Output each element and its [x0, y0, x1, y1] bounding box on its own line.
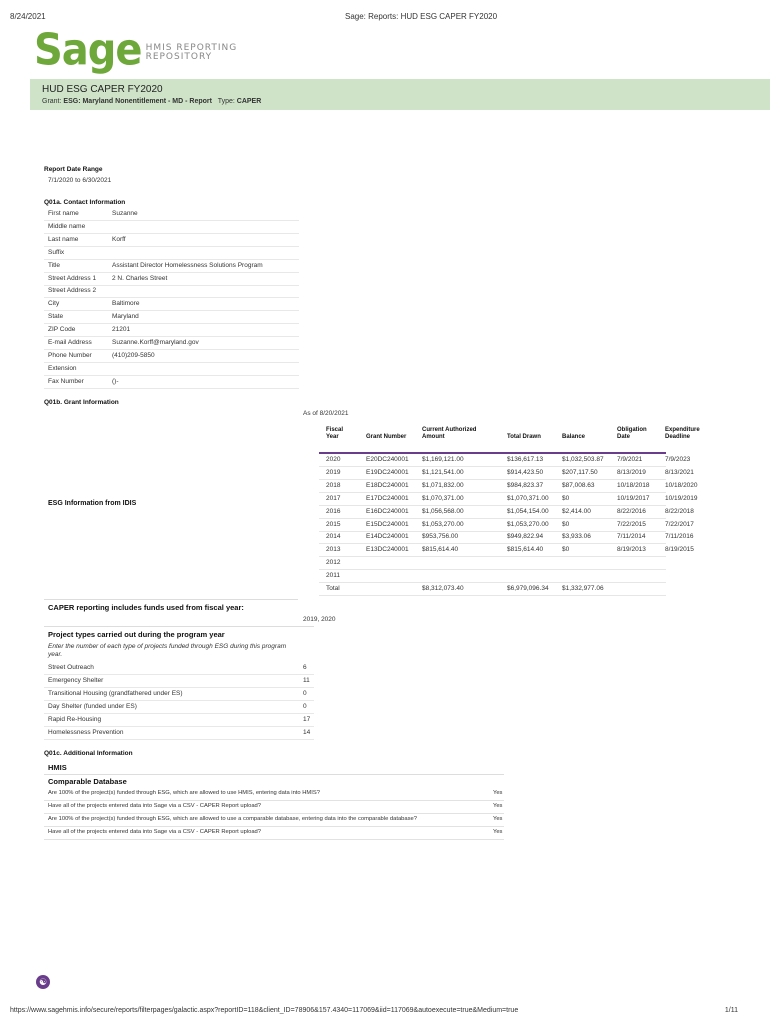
cell-fiscal-year: 2012 [326, 559, 341, 567]
project-types-title: Project types carried out during the program year [48, 630, 225, 639]
cell-fiscal-year: 2017 [326, 494, 341, 502]
header-obligation-line1: Obligation [617, 427, 647, 433]
project-type-row [44, 713, 314, 727]
cell-expenditure-deadline: 8/13/2021 [665, 468, 694, 476]
contact-field-label: E-mail Address [48, 339, 92, 346]
cell-expenditure-deadline: 7/22/2017 [665, 520, 694, 528]
contact-row [44, 259, 299, 273]
header-fiscal-year-line1: Fiscal [326, 427, 344, 433]
table-row [319, 453, 691, 467]
logo-line-2: REPOSITORY [145, 52, 213, 62]
cell-fiscal-year: 2018 [326, 481, 341, 489]
contact-field-value: Assistant Director Homelessness Solutions Program [112, 261, 263, 269]
project-type-count: 6 [303, 664, 307, 671]
project-type-row [44, 674, 314, 688]
cell-total-drawn: $815,614.40 [507, 546, 544, 554]
cell-expenditure-deadline: 10/18/2020 [665, 481, 698, 489]
contact-field-value: Maryland [112, 313, 139, 321]
cell-balance: $2,414.00 [562, 507, 591, 515]
project-type-count: 0 [303, 702, 307, 710]
project-type-label: Day Shelter (funded under ES) [48, 702, 137, 710]
question-row [44, 800, 504, 814]
logo-word: Sage [34, 24, 142, 76]
contact-field-value: Baltimore [112, 300, 140, 308]
cell-authorized-amount: $1,053,270.00 [422, 520, 464, 528]
header-expenditure-line2: Deadline [665, 434, 691, 440]
table-row [319, 466, 694, 480]
cell-fiscal-year: 2011 [326, 572, 340, 580]
divider [44, 774, 504, 775]
contact-section-title: Q01a. Contact Information [44, 199, 126, 206]
question-row [44, 826, 504, 840]
cell-total-drawn: $914,423.50 [507, 468, 544, 476]
cell-balance: $87,008.63 [562, 481, 595, 489]
date-range-label: Report Date Range [44, 166, 103, 173]
project-type-label: Transitional Housing (grandfathered under ES) [48, 689, 183, 697]
cell-balance: $0 [562, 494, 570, 502]
question-row [44, 813, 504, 827]
cell-balance: $207,117.50 [562, 468, 598, 476]
table-row [319, 518, 694, 532]
cell-fiscal-year: 2020 [326, 456, 341, 463]
contact-row [44, 375, 299, 389]
cell-obligation-date: 10/19/2017 [617, 494, 650, 502]
contact-row [44, 336, 299, 350]
header-current-authorized-line1: Current Authorized [422, 427, 477, 433]
cell-fiscal-year: 2013 [326, 546, 341, 554]
question-row [44, 787, 504, 801]
page-number: 1/11 [724, 1007, 738, 1014]
contact-field-label: Middle name [48, 222, 86, 230]
contact-row [44, 220, 299, 234]
contact-row [44, 349, 299, 363]
contact-field-label: Title [48, 261, 61, 269]
caper-funds-value: 2019, 2020 [303, 616, 336, 623]
contact-row [44, 272, 299, 286]
contact-field-value: Korff [112, 235, 126, 243]
contact-field-value: Suzanne [112, 210, 138, 217]
project-type-label: Street Outreach [48, 664, 94, 671]
cell-obligation-date: 8/22/2016 [617, 507, 646, 515]
cell-total-drawn: $136,617.13 [507, 456, 544, 463]
contact-row [44, 323, 299, 337]
table-row [319, 479, 698, 493]
project-type-count: 14 [303, 728, 311, 736]
type-label: Type: [217, 98, 235, 105]
contact-row [44, 207, 299, 221]
contact-field-label: Extension [48, 364, 77, 372]
divider [44, 626, 314, 627]
cell-authorized-amount: $1,070,371.00 [422, 494, 464, 502]
cell-grant-number: E17DC240001 [366, 494, 409, 502]
header-current-authorized [422, 427, 476, 441]
logo-subtitle [146, 44, 238, 62]
cell-balance: $1,032,503.87 [562, 456, 604, 463]
contact-field-label: State [48, 313, 64, 321]
cell-total-drawn: $1,054,154.00 [507, 507, 549, 515]
table-row [319, 569, 666, 583]
header-total-drawn: Total Drawn [507, 434, 541, 440]
project-type-count: 0 [303, 689, 307, 697]
cell-grant-number: E13DC240001 [366, 546, 409, 554]
project-type-row [44, 687, 314, 701]
sage-logo[interactable] [34, 24, 238, 76]
cell-authorized-amount: $815,614.40 [422, 546, 459, 554]
contact-row [44, 233, 299, 247]
table-row [319, 556, 666, 570]
print-title: Sage: Reports: HUD ESG CAPER FY2020 [345, 12, 498, 21]
cell-balance: $0 [562, 520, 570, 528]
cell-authorized-amount: $8,312,073.40 [422, 585, 464, 592]
project-type-label: Emergency Shelter [48, 676, 104, 684]
cell-grant-number: E14DC240001 [366, 533, 409, 541]
date-range-value: 7/1/2020 to 6/30/2021 [48, 177, 112, 184]
cell-total-drawn: $1,070,371.00 [507, 494, 549, 502]
contact-field-value: ()- [112, 377, 119, 385]
type-value: CAPER [236, 98, 262, 105]
project-type-row [44, 726, 314, 740]
contact-field-label: Fax Number [48, 377, 84, 385]
question-text: Are 100% of the project(s) funded through ESG, which are allowed to use HMIS, entering data into HMIS? [48, 790, 320, 796]
cell-obligation-date: 7/11/2014 [617, 533, 646, 541]
additional-section-title: Q01c. Additional Information [44, 750, 133, 757]
cell-expenditure-deadline: 8/22/2018 [665, 507, 694, 515]
contact-field-label: Suffix [48, 248, 65, 256]
project-type-row [44, 661, 314, 675]
cell-fiscal-year: 2015 [326, 520, 341, 528]
cell-authorized-amount: $953,756.00 [422, 533, 459, 541]
contact-field-label: ZIP Code [48, 326, 76, 334]
project-type-label: Rapid Re-Housing [48, 715, 102, 723]
caper-funds-label: CAPER reporting includes funds used from fiscal year: [48, 603, 244, 612]
contact-field-value: Suzanne.Korff@maryland.gov [112, 339, 199, 346]
logo-line-1: HMIS REPORTING [145, 43, 238, 53]
contact-field-value: (410)209-5850 [112, 351, 155, 359]
cell-obligation-date: 8/13/2019 [617, 468, 646, 476]
project-types-note: Enter the number of each type of projects funded through ESG during this program year. [48, 643, 287, 658]
header-current-authorized-line2: Amount [422, 434, 445, 440]
cell-obligation-date: 7/9/2021 [617, 456, 643, 463]
as-of-date: As of 8/20/2021 [303, 410, 349, 417]
answer-text: Yes [493, 815, 503, 822]
cell-expenditure-deadline: 8/19/2015 [665, 546, 694, 554]
grant-value: ESG: Maryland Nonentitlement - MD - Report [63, 98, 212, 105]
cell-balance: $0 [562, 546, 570, 554]
cell-fiscal-year: 2016 [326, 507, 341, 515]
footer-url: https://www.sagehmis.info/secure/reports/filterpages/galactic.aspx?reportID=118&client_ID=78906&157.4340=117069&iid=117069&autoexecute=true&Medium=true [10, 1007, 519, 1014]
cell-grant-number: E20DC240001 [366, 456, 409, 463]
cell-total-drawn: $984,823.37 [507, 481, 544, 489]
contact-field-label: Street Address 2 [48, 287, 97, 295]
cell-authorized-amount: $1,121,541.00 [422, 468, 464, 476]
cell-authorized-amount: $1,071,832.00 [422, 481, 464, 489]
cell-grant-number: E15DC240001 [366, 520, 409, 528]
cell-expenditure-deadline: 10/19/2019 [665, 494, 698, 502]
cell-authorized-amount: $1,056,568.00 [422, 507, 464, 515]
contact-row [44, 246, 299, 260]
cell-balance: $3,933.06 [562, 533, 591, 541]
cell-fiscal-year: Total [326, 585, 340, 592]
header-grant-number: Grant Number [366, 434, 407, 440]
cell-obligation-date: 7/22/2015 [617, 520, 646, 528]
header-balance: Balance [562, 434, 586, 440]
contact-field-label: First name [48, 210, 79, 217]
accessibility-icon[interactable]: ☯ [36, 975, 50, 989]
question-text: Have all of the projects entered data into Sage via a CSV - CAPER Report upload? [48, 828, 261, 835]
question-text: Have all of the projects entered data into Sage via a CSV - CAPER Report upload? [48, 802, 261, 809]
cell-balance: $1,332,977.06 [562, 585, 604, 592]
project-type-label: Homelessness Prevention [48, 728, 124, 736]
contact-field-value: 21201 [112, 326, 131, 334]
contact-row [44, 362, 299, 376]
cell-total-drawn: $6,979,096.34 [507, 585, 549, 592]
grant-section-title: Q01b. Grant Information [44, 399, 119, 406]
cell-grant-number: E16DC240001 [366, 507, 409, 515]
cell-fiscal-year: 2014 [326, 533, 341, 541]
grant-table-header [319, 422, 700, 454]
contact-row [44, 297, 299, 311]
project-type-count: 11 [303, 676, 310, 684]
contact-row [44, 284, 299, 298]
answer-text: Yes [493, 790, 503, 796]
report-title: HUD ESG CAPER FY2020 [42, 84, 163, 95]
contact-field-label: City [48, 300, 60, 308]
contact-row [44, 310, 299, 324]
table-row [319, 543, 694, 557]
header-obligation-line2: Date [617, 434, 631, 440]
divider [44, 599, 298, 600]
header-fiscal-year-line2: Year [326, 434, 339, 440]
contact-field-value: 2 N. Charles Street [112, 274, 168, 282]
answer-text: Yes [493, 802, 503, 809]
cell-authorized-amount: $1,169,121.00 [422, 456, 464, 463]
cell-expenditure-deadline: 7/9/2023 [665, 456, 691, 463]
project-type-row [44, 700, 314, 714]
cell-expenditure-deadline: 7/11/2016 [665, 533, 694, 541]
idis-label: ESG Information from IDIS [48, 500, 137, 507]
print-date: 8/24/2021 [10, 12, 46, 21]
header-obligation-date [617, 427, 647, 441]
report-subtitle [42, 98, 261, 105]
table-total-row [319, 582, 666, 596]
answer-text: Yes [493, 828, 503, 835]
table-row [319, 492, 698, 506]
grant-label: Grant: [42, 98, 62, 105]
table-row [319, 530, 694, 544]
project-type-count: 17 [303, 715, 311, 723]
table-row [319, 505, 694, 519]
hmis-heading: HMIS [48, 763, 67, 772]
header-expenditure-deadline [665, 427, 700, 441]
cell-fiscal-year: 2019 [326, 468, 341, 476]
cell-obligation-date: 10/18/2018 [617, 481, 650, 489]
contact-field-label: Phone Number [48, 351, 92, 359]
cell-obligation-date: 8/19/2013 [617, 546, 646, 554]
cell-grant-number: E19DC240001 [366, 468, 409, 476]
comparable-db-heading: Comparable Database [48, 777, 127, 786]
header-expenditure-line1: Expenditure [665, 427, 700, 433]
cell-grant-number: E18DC240001 [366, 481, 409, 489]
question-text: Are 100% of the project(s) funded through ESG, which are allowed to use a comparable database, entering data into the comparable database? [48, 815, 417, 822]
header-fiscal-year [326, 427, 343, 441]
contact-field-label: Last name [48, 235, 79, 243]
contact-field-label: Street Address 1 [48, 274, 97, 282]
cell-total-drawn: $949,822.94 [507, 533, 544, 541]
cell-total-drawn: $1,053,270.00 [507, 520, 549, 528]
